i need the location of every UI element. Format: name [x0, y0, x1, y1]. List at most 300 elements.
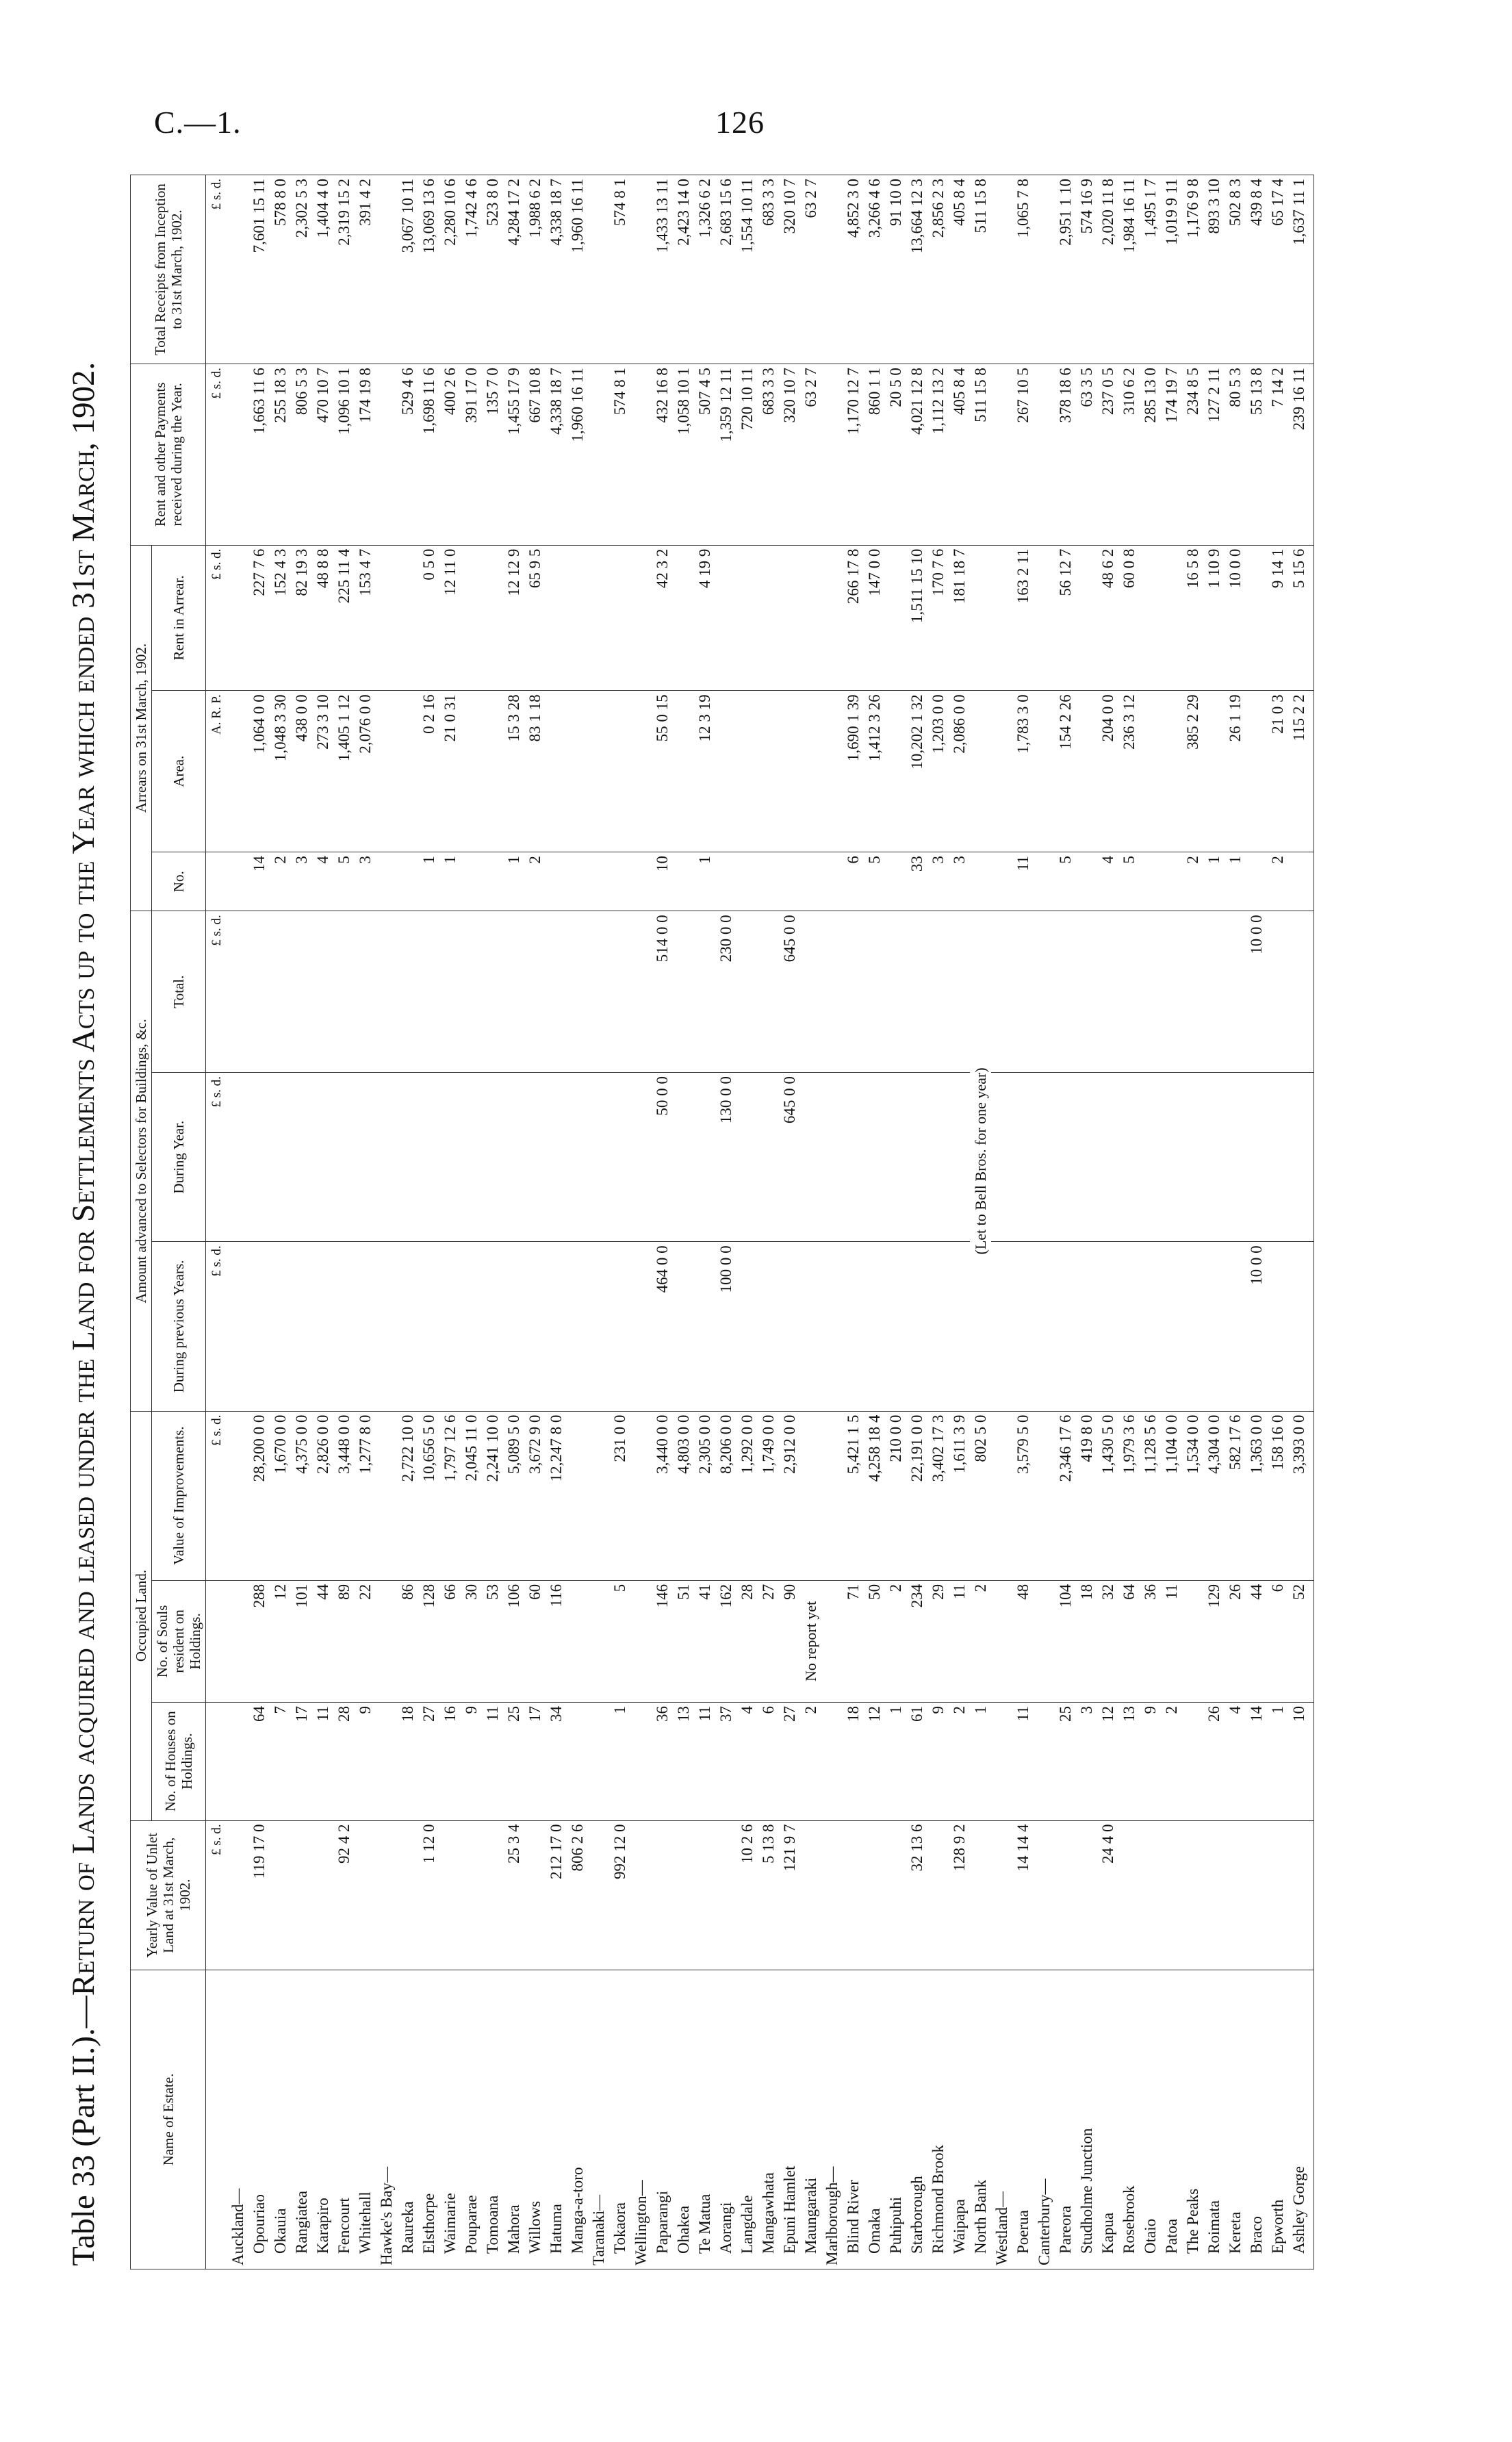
arrears-area: 83 1 18: [524, 691, 546, 852]
yearly-value: 14 14 4: [1012, 1820, 1034, 1970]
improvements: 158 16 0: [1267, 1411, 1288, 1580]
rent-arrear: [758, 545, 779, 691]
table-row: [546, 175, 567, 2269]
improvements: 22,191 0 0: [906, 1411, 927, 1580]
advanced-previous: [397, 1242, 418, 1411]
advanced-previous: [524, 1242, 546, 1411]
advanced-during: [1076, 1073, 1097, 1242]
rent-arrear: [376, 545, 397, 691]
table-header: [131, 175, 206, 2269]
estate-name: The Peaks: [1182, 1970, 1203, 2269]
yearly-value: [864, 1820, 885, 1970]
total-receipts: 91 10 0: [885, 175, 906, 364]
souls: 106: [503, 1580, 524, 1702]
advanced-previous: [1225, 1242, 1246, 1411]
arrears-area: 21 0 3: [1267, 691, 1288, 852]
houses: 18: [843, 1703, 864, 1820]
houses: 11: [1012, 1703, 1034, 1820]
table-row: [736, 175, 758, 2269]
souls: 2: [970, 1580, 991, 1702]
rent-arrear: [1161, 545, 1182, 691]
col-occupied-header: Occupied Land.: [131, 1411, 152, 1820]
rent-received: 174 19 7: [1161, 364, 1182, 545]
improvements: 4,258 18 4: [864, 1411, 885, 1580]
improvements: [800, 1411, 821, 1580]
yearly-value: [630, 1820, 652, 1970]
rent-received: 63 2 7: [800, 364, 821, 545]
units-cell-rent-arrear: £ s. d.: [206, 545, 228, 691]
arrears-area: [715, 691, 736, 852]
estate-name: Braco: [1246, 1970, 1267, 2269]
advanced-total: [1288, 911, 1314, 1073]
souls: 104: [1055, 1580, 1076, 1702]
yearly-value: 212 17 0: [546, 1820, 567, 1970]
improvements: 3,672 9 0: [524, 1411, 546, 1580]
arrears-area: [376, 691, 397, 852]
houses: 12: [864, 1703, 885, 1820]
estate-name: Hawke's Bay—: [376, 1970, 397, 2269]
houses: [376, 1703, 397, 1820]
yearly-value: 25 3 4: [503, 1820, 524, 1970]
advanced-total: [1203, 911, 1225, 1073]
souls: 71: [843, 1580, 864, 1702]
arrears-area: [461, 691, 482, 852]
table-row: [1246, 175, 1267, 2269]
total-receipts: [227, 175, 248, 364]
advanced-previous: [1182, 1242, 1203, 1411]
advanced-during: [609, 1073, 630, 1242]
total-receipts: 893 3 10: [1203, 175, 1225, 364]
units-cell-imp: £ s. d.: [206, 1411, 228, 1580]
souls: 50: [864, 1580, 885, 1702]
advanced-previous: [312, 1242, 333, 1411]
col-no-header: No.: [152, 852, 206, 911]
rent-received: 310 6 2: [1118, 364, 1140, 545]
yearly-value: [227, 1820, 248, 1970]
arrears-no: 1: [1203, 852, 1225, 911]
advanced-previous: [779, 1242, 800, 1411]
total-receipts: 7,601 15 11: [248, 175, 270, 364]
arrears-no: [991, 852, 1012, 911]
estate-name: Westland—: [991, 1970, 1012, 2269]
rent-received: 470 10 7: [312, 364, 333, 545]
advanced-total: [567, 911, 588, 1073]
houses: 37: [715, 1703, 736, 1820]
houses: 1: [609, 1703, 630, 1820]
rent-arrear: 147 0 0: [864, 545, 885, 691]
rent-received: 63 3 5: [1076, 364, 1097, 545]
houses: [1034, 1703, 1055, 1820]
estate-name: Roimata: [1203, 1970, 1225, 2269]
arrears-no: 3: [355, 852, 376, 911]
souls: 288: [248, 1580, 270, 1702]
houses: 4: [736, 1703, 758, 1820]
rent-arrear: 10 0 0: [1225, 545, 1246, 691]
arrears-no: 3: [291, 852, 312, 911]
lease-note: (Let to Bell Bros. for one year): [970, 911, 991, 1411]
estate-name: Paparangi: [652, 1970, 673, 2269]
advanced-total: 645 0 0: [779, 911, 800, 1073]
estate-name: Opouriao: [248, 1970, 270, 2269]
souls: 6: [1267, 1580, 1288, 1702]
rent-received: [821, 364, 843, 545]
arrears-area: [1203, 691, 1225, 852]
region-row: [376, 175, 397, 2269]
rent-arrear: 12 12 9: [503, 545, 524, 691]
improvements: 8,206 0 0: [715, 1411, 736, 1580]
rent-arrear: 153 4 7: [355, 545, 376, 691]
arrears-no: [1076, 852, 1097, 911]
estate-name: Ohakea: [673, 1970, 694, 2269]
col-yearly-value-header: Yearly Value of Unlet Land at 31st March, 1902.: [131, 1820, 206, 1970]
rent-received: [1034, 364, 1055, 545]
advanced-during: [1118, 1073, 1140, 1242]
table-row: [970, 175, 991, 2269]
improvements: 2,722 10 0: [397, 1411, 418, 1580]
total-receipts: 2,319 15 2: [333, 175, 355, 364]
total-receipts: 13,664 12 3: [906, 175, 927, 364]
rent-received: 1,170 12 7: [843, 364, 864, 545]
total-receipts: [376, 175, 397, 364]
advanced-total: [1267, 911, 1288, 1073]
rotated-table-page: [65, 175, 1468, 2283]
advanced-total: [291, 911, 312, 1073]
units-cell-houses: [206, 1703, 228, 1820]
yearly-value: 1 12 0: [418, 1820, 439, 1970]
arrears-area: [630, 691, 652, 852]
rent-arrear: [715, 545, 736, 691]
advanced-during: [1288, 1073, 1314, 1242]
improvements: 1,292 0 0: [736, 1411, 758, 1580]
total-receipts: 1,019 9 11: [1161, 175, 1182, 364]
improvements: [630, 1411, 652, 1580]
advanced-during: [949, 1073, 970, 1242]
estate-name: Mangawhata: [758, 1970, 779, 2269]
arrears-no: 1: [503, 852, 524, 911]
advanced-previous: [482, 1242, 503, 1411]
estate-name: Epuni Hamlet: [779, 1970, 800, 2269]
advanced-during: [588, 1073, 609, 1242]
houses: 27: [418, 1703, 439, 1820]
advanced-during: [1012, 1073, 1034, 1242]
estate-name: Willows: [524, 1970, 546, 2269]
total-receipts: 574 16 9: [1076, 175, 1097, 364]
arrears-area: [758, 691, 779, 852]
arrears-area: [970, 691, 991, 852]
souls: 28: [736, 1580, 758, 1702]
rent-received: 860 1 1: [864, 364, 885, 545]
advanced-during: [864, 1073, 885, 1242]
arrears-no: 14: [248, 852, 270, 911]
souls: 11: [1161, 1580, 1182, 1702]
houses: 18: [397, 1703, 418, 1820]
yearly-value: 5 13 8: [758, 1820, 779, 1970]
advanced-total: [376, 911, 397, 1073]
table-row: [1203, 175, 1225, 2269]
arrears-area: [546, 691, 567, 852]
rent-arrear: 1,511 15 10: [906, 545, 927, 691]
yearly-value: [482, 1820, 503, 1970]
arrears-no: [800, 852, 821, 911]
advanced-total: [248, 911, 270, 1073]
improvements: 582 17 6: [1225, 1411, 1246, 1580]
total-receipts: [630, 175, 652, 364]
region-row: [1034, 175, 1055, 2269]
col-area-header: Area.: [152, 691, 206, 852]
advanced-during: [397, 1073, 418, 1242]
advanced-during: [758, 1073, 779, 1242]
houses: [991, 1703, 1012, 1820]
souls: 12: [270, 1580, 291, 1702]
yearly-value: [461, 1820, 482, 1970]
arrears-area: [1246, 691, 1267, 852]
advanced-previous: [1012, 1242, 1034, 1411]
advanced-previous: [864, 1242, 885, 1411]
rent-received: 1,112 13 2: [927, 364, 949, 545]
advanced-during: [312, 1073, 333, 1242]
total-receipts: 2,020 11 8: [1097, 175, 1118, 364]
table-title: [65, 157, 102, 2283]
table-row: [843, 175, 864, 2269]
improvements: 1,797 12 6: [439, 1411, 461, 1580]
table-row: [397, 175, 418, 2269]
table-title-main: Return of Lands acquired and leased under the Land for Settlements Acts up to the Year which ended 31st March, 1902.: [66, 361, 101, 1996]
houses: 13: [1118, 1703, 1140, 1820]
advanced-previous: [843, 1242, 864, 1411]
yearly-value: [270, 1820, 291, 1970]
houses: 17: [524, 1703, 546, 1820]
advanced-previous: [248, 1242, 270, 1411]
advanced-total: [503, 911, 524, 1073]
yearly-value: 992 12 0: [609, 1820, 630, 1970]
arrears-no: [1161, 852, 1182, 911]
estate-name: Patoa: [1161, 1970, 1182, 2269]
total-receipts: [1034, 175, 1055, 364]
houses: 27: [779, 1703, 800, 1820]
yearly-value: [800, 1820, 821, 1970]
rent-arrear: [630, 545, 652, 691]
improvements: 2,912 0 0: [779, 1411, 800, 1580]
souls: [1034, 1580, 1055, 1702]
table-row: [1267, 175, 1288, 2269]
rent-arrear: 48 8 8: [312, 545, 333, 691]
houses: 12: [1097, 1703, 1118, 1820]
estate-name: Rosebrook: [1118, 1970, 1140, 2269]
improvements: 4,375 0 0: [291, 1411, 312, 1580]
total-receipts: 391 4 2: [355, 175, 376, 364]
advanced-previous: [885, 1242, 906, 1411]
advanced-during: [524, 1073, 546, 1242]
table-row: [291, 175, 312, 2269]
souls: 129: [1203, 1580, 1225, 1702]
rent-arrear: [821, 545, 843, 691]
houses: 1: [970, 1703, 991, 1820]
rent-received: 255 18 3: [270, 364, 291, 545]
units-cell-area: A. R. P.: [206, 691, 228, 852]
settlements-return-table: [130, 175, 1314, 2269]
advanced-previous: [270, 1242, 291, 1411]
arrears-area: [779, 691, 800, 852]
advanced-previous: [1288, 1242, 1314, 1411]
total-receipts: 1,960 16 11: [567, 175, 588, 364]
rent-arrear: [779, 545, 800, 691]
table-row: [1140, 175, 1161, 2269]
souls: 29: [927, 1580, 949, 1702]
rent-received: 1,455 17 9: [503, 364, 524, 545]
yearly-value: [1225, 1820, 1246, 1970]
col-name-header: Name of Estate.: [131, 1970, 206, 2269]
advanced-total: [1182, 911, 1203, 1073]
advanced-total: [949, 911, 970, 1073]
advanced-during: 130 0 0: [715, 1073, 736, 1242]
houses: 11: [312, 1703, 333, 1820]
souls: 90: [779, 1580, 800, 1702]
units-cell-souls: [206, 1580, 228, 1702]
souls: 22: [355, 1580, 376, 1702]
rent-arrear: 170 7 6: [927, 545, 949, 691]
rent-arrear: 0 5 0: [418, 545, 439, 691]
units-row: [206, 175, 228, 2269]
advanced-total: [694, 911, 715, 1073]
souls: 162: [715, 1580, 736, 1702]
houses: 25: [1055, 1703, 1076, 1820]
arrears-no: 5: [864, 852, 885, 911]
rent-received: 806 5 3: [291, 364, 312, 545]
estate-name: Waimarie: [439, 1970, 461, 2269]
advanced-during: [991, 1073, 1012, 1242]
advanced-previous: [821, 1242, 843, 1411]
yearly-value: [1182, 1820, 1203, 1970]
houses: [588, 1703, 609, 1820]
rent-arrear: [1246, 545, 1267, 691]
advanced-total: [588, 911, 609, 1073]
table-row: [355, 175, 376, 2269]
improvements: 3,393 0 0: [1288, 1411, 1314, 1580]
total-receipts: 511 15 8: [970, 175, 991, 364]
rent-arrear: 1 10 9: [1203, 545, 1225, 691]
arrears-area: 1,203 0 0: [927, 691, 949, 852]
region-row: [991, 175, 1012, 2269]
yearly-value: [1288, 1820, 1314, 1970]
houses: 3: [1076, 1703, 1097, 1820]
total-receipts: 502 8 3: [1225, 175, 1246, 364]
rent-received: 127 2 11: [1203, 364, 1225, 545]
estate-name: Rangiatea: [291, 1970, 312, 2269]
table-row: [503, 175, 524, 2269]
souls: 89: [333, 1580, 355, 1702]
houses: 10: [1288, 1703, 1314, 1820]
yearly-value: [821, 1820, 843, 1970]
arrears-no: 6: [843, 852, 864, 911]
advanced-total: [1097, 911, 1118, 1073]
arrears-no: [1288, 852, 1314, 911]
rent-received: 237 0 5: [1097, 364, 1118, 545]
col-improvements-header: Value of Improvements.: [152, 1411, 206, 1580]
rent-arrear: [673, 545, 694, 691]
advanced-previous: [461, 1242, 482, 1411]
houses: 28: [333, 1703, 355, 1820]
advanced-previous: [546, 1242, 567, 1411]
souls: 44: [1246, 1580, 1267, 1702]
estate-name: Omaka: [864, 1970, 885, 2269]
improvements: 2,241 10 0: [482, 1411, 503, 1580]
arrears-area: [1034, 691, 1055, 852]
arrears-area: [821, 691, 843, 852]
houses: 64: [248, 1703, 270, 1820]
yearly-value: [927, 1820, 949, 1970]
estate-name: Fencourt: [333, 1970, 355, 2269]
arrears-no: [1034, 852, 1055, 911]
houses: 17: [291, 1703, 312, 1820]
rent-received: 239 16 11: [1288, 364, 1314, 545]
estate-name: Taranaki—: [588, 1970, 609, 2269]
yearly-value: [1140, 1820, 1161, 1970]
total-receipts: 65 17 4: [1267, 175, 1288, 364]
rent-received: 391 17 0: [461, 364, 482, 545]
total-receipts: 683 3 3: [758, 175, 779, 364]
advanced-previous: [694, 1242, 715, 1411]
arrears-no: [1246, 852, 1267, 911]
advanced-previous: [355, 1242, 376, 1411]
arrears-area: [397, 691, 418, 852]
houses: 2: [800, 1703, 821, 1820]
souls: 86: [397, 1580, 418, 1702]
advanced-total: 230 0 0: [715, 911, 736, 1073]
souls: 26: [1225, 1580, 1246, 1702]
rent-arrear: 82 19 3: [291, 545, 312, 691]
advanced-previous: [1076, 1242, 1097, 1411]
yearly-value: [673, 1820, 694, 1970]
improvements: [227, 1411, 248, 1580]
arrears-area: 154 2 26: [1055, 691, 1076, 852]
arrears-area: [991, 691, 1012, 852]
advanced-previous: [949, 1242, 970, 1411]
rent-received: 285 13 0: [1140, 364, 1161, 545]
rent-arrear: 225 11 4: [333, 545, 355, 691]
yearly-value: [694, 1820, 715, 1970]
estate-name: Wellington—: [630, 1970, 652, 2269]
rent-received: 574 8 1: [609, 364, 630, 545]
yearly-value: [355, 1820, 376, 1970]
advanced-previous: [609, 1242, 630, 1411]
souls: 101: [291, 1580, 312, 1702]
table-row: [248, 175, 270, 2269]
arrears-no: [673, 852, 694, 911]
souls: [821, 1580, 843, 1702]
improvements: [991, 1411, 1012, 1580]
arrears-no: 5: [333, 852, 355, 911]
total-receipts: 2,280 10 6: [439, 175, 461, 364]
total-receipts: 3,266 4 6: [864, 175, 885, 364]
houses: 9: [355, 1703, 376, 1820]
yearly-value: 92 4 2: [333, 1820, 355, 1970]
estate-name: Canterbury—: [1034, 1970, 1055, 2269]
improvements: 1,363 0 0: [1246, 1411, 1267, 1580]
advanced-during: [567, 1073, 588, 1242]
advanced-previous: [758, 1242, 779, 1411]
arrears-no: [715, 852, 736, 911]
houses: 25: [503, 1703, 524, 1820]
rent-arrear: [1034, 545, 1055, 691]
yearly-value: [376, 1820, 397, 1970]
total-receipts: 1,984 16 11: [1118, 175, 1140, 364]
souls: No report yet: [800, 1580, 821, 1702]
table-row: [1097, 175, 1118, 2269]
advanced-previous: [991, 1242, 1012, 1411]
advanced-total: [461, 911, 482, 1073]
houses: 9: [927, 1703, 949, 1820]
advanced-total: [906, 911, 927, 1073]
